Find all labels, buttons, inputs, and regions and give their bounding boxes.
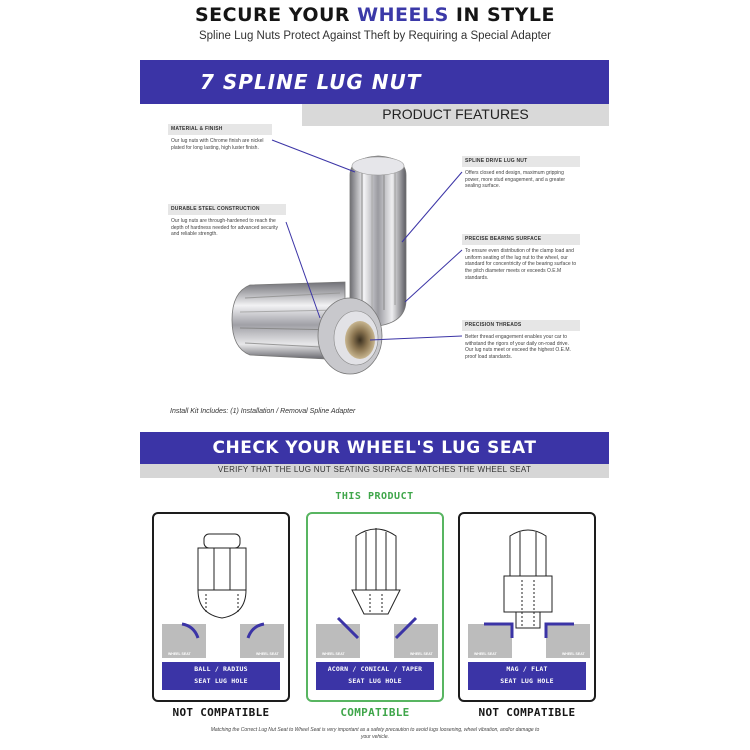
callout-bearing-surface [462,234,580,285]
wheel-seat-tag: WHEEL SEAT [168,652,191,656]
headline-highlight: WHEELS [357,4,449,26]
subheadline: Spline Lug Nuts Protect Against Theft by Requiring a Special Adapter [198,30,552,42]
seat-type-label: ACORN / CONICAL / TAPER [327,665,423,673]
callout-body: To ensure even distribution of the clamp load and uniform seating of the lug nut to the wheel, our standard for concentricity of the bearing surface to the pitch diameter meets or exceeds O.E.M standards. [465,247,577,281]
callout-body: Our lug nuts with Chrome finish are nickel plated for long lasting, high luster finish. [171,137,264,151]
callout-title: PRECISE BEARING SURFACE [462,234,580,245]
callout-spline-drive [462,156,580,193]
safety-footnote: Matching the Correct Lug Nut Seat to Wheel Seat is very important as a safety precaution to avoid lugs loosening, wheel vibration, and/or damage to your vehicle. [210,727,540,740]
seat-hole-label: SEAT LUG HOLE [194,677,248,685]
callout-title: MATERIAL & FINISH [168,124,272,135]
features-heading: PRODUCT FEATURES [382,106,529,122]
callout-body: Offers closed end design, maximum gripping power, more stud engagement, and a greater sealing surface. [465,169,566,190]
callout-body: Better thread engagement enables your car to withstand the rigors of your daily on-road drive. Our lug nuts meet or exceed the highest O.E.M. proof load standards. [465,333,571,360]
callout-precision-threads [462,320,580,364]
seat-hole-label: SEAT LUG HOLE [500,677,554,685]
callout-title: DURABLE STEEL CONSTRUCTION [168,204,286,215]
wheel-seat-tag: WHEEL SEAT [322,652,345,656]
callout-steel-construction [168,204,286,241]
lug-seat-title: CHECK YOUR WHEEL'S LUG SEAT [212,438,537,458]
wheel-seat-tag: WHEEL SEAT [562,652,585,656]
verify-text: VERIFY THAT THE LUG NUT SEATING SURFACE MATCHES THE WHEEL SEAT [217,465,532,474]
seat-type-label: MAG / FLAT [506,665,548,673]
install-kit-note: Install Kit Includes: (1) Installation / Removal Spline Adapter [170,408,356,415]
verdict-compatible: COMPATIBLE [340,706,410,719]
verdict-not-compatible: NOT COMPATIBLE [478,706,576,719]
seat-card-acorn-conical [306,512,444,702]
wheel-seat-tag: WHEEL SEAT [256,652,279,656]
callout-title: PRECISION THREADS [462,320,580,331]
callout-title: SPLINE DRIVE LUG NUT [462,156,580,167]
seat-type-label: BALL / RADIUS [194,665,248,673]
seat-card-ball-radius [152,512,290,702]
wheel-seat-tag: WHEEL SEAT [474,652,497,656]
seat-card-mag-flat [458,512,596,702]
verdict-not-compatible: NOT COMPATIBLE [172,706,270,719]
wheel-seat-tag: WHEEL SEAT [410,652,433,656]
headline: SECURE YOUR WHEELS IN STYLE [195,4,555,26]
callout-body: Our lug nuts are through-hardened to reach the depth of hardness needed for advanced security and reliable strength. [171,217,279,238]
seat-hole-label: SEAT LUG HOLE [348,677,402,685]
callout-material-finish [168,124,272,154]
product-title: 7 SPLINE LUG NUT [200,70,422,94]
this-product-label: THIS PRODUCT [335,491,414,502]
